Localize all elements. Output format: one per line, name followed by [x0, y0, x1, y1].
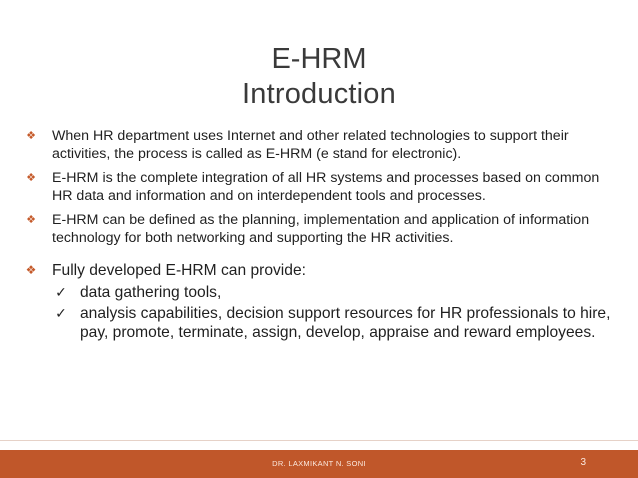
footer-divider [0, 440, 638, 441]
bullet-text: When HR department uses Internet and other related technologies to support their activities, the process is called as E-HRM (e stand for electronic). [52, 128, 569, 162]
page-number: 3 [580, 457, 586, 468]
bullet-text: E-HRM can be defined as the planning, implementation and application of information technology for both networking and supporting the HR activities. [52, 212, 590, 246]
diamond-bullet-icon: ❖ [26, 172, 36, 184]
footer-author: DR. LAXMIKANT N. SONI [272, 459, 366, 468]
sub-item-text: data gathering tools, [80, 284, 222, 301]
checkmark-icon: ✓ [55, 305, 67, 321]
bullet-item [22, 128, 612, 163]
sub-item-text: analysis capabilities, decision support resources for HR professionals to hire, pay, promote, terminate, assign, develop, appraise and reward employees. [80, 305, 611, 341]
checkmark-icon: ✓ [55, 284, 67, 300]
bullet-text: E-HRM is the complete integration of all HR systems and processes based on common HR data and information and on interdependent tools and processes. [52, 170, 600, 204]
bullet-item [22, 170, 612, 205]
sub-item [22, 283, 612, 302]
bullet-list [22, 128, 612, 344]
bullet-item [22, 261, 612, 280]
diamond-bullet-icon: ❖ [26, 130, 36, 142]
footer-bar [0, 450, 638, 478]
diamond-bullet-icon: ❖ [26, 214, 36, 226]
title-line-2: Introduction [242, 78, 396, 110]
bullet-text: Fully developed E-HRM can provide: [52, 262, 306, 279]
diamond-bullet-icon: ❖ [25, 263, 37, 277]
title-line-1: E-HRM [271, 43, 367, 75]
sub-item [22, 304, 612, 342]
slide-title [0, 42, 638, 112]
bullet-item [22, 212, 612, 247]
